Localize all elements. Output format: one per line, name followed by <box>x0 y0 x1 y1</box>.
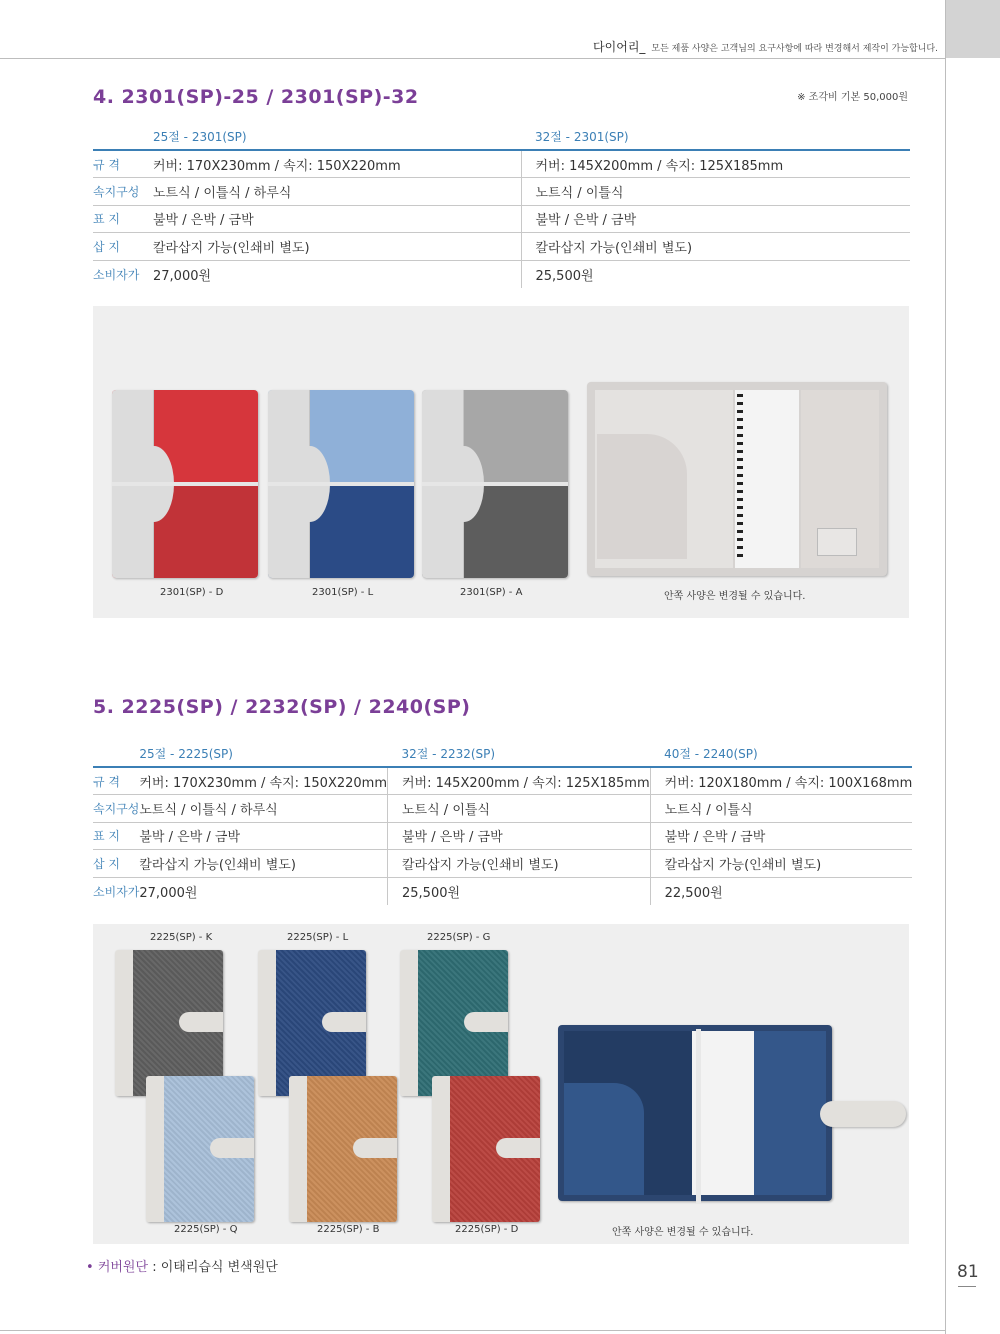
cover-strap <box>179 1012 223 1032</box>
product-diary-2301-d <box>112 390 258 578</box>
table-row <box>93 767 912 795</box>
table-row <box>93 233 910 261</box>
section4-note: ※ 조각비 기본 50,000원 <box>797 92 908 103</box>
table-row <box>93 205 910 233</box>
product-diary-2225-l <box>258 950 366 1096</box>
header-notice: 모든 제품 사양은 고객님의 요구사항에 따라 변경해서 제작이 가능합니다. <box>651 44 938 54</box>
row-label: 삽 지 <box>93 233 153 261</box>
product-caption: 2301(SP) - L <box>312 587 374 598</box>
header-category: 다이어리_ <box>593 40 646 54</box>
table-row <box>93 178 910 206</box>
section5-spec-table <box>93 745 912 905</box>
header-rule <box>0 58 945 59</box>
bookmark-ribbon <box>696 1029 701 1204</box>
header-blank <box>93 128 153 150</box>
table-row <box>93 795 912 823</box>
product-diary-2225-q <box>146 1076 254 1222</box>
cover-strap <box>322 1012 366 1032</box>
section5-title: 5. 2225(SP) / 2232(SP) / 2240(SP) <box>93 696 471 718</box>
table-cell: 노트식 / 이틀식 <box>521 178 910 206</box>
cover-strap <box>353 1138 397 1158</box>
header-blank <box>93 745 139 767</box>
cover-band <box>268 482 414 486</box>
cover-strap <box>464 1012 508 1032</box>
table-cell: 불박 / 은박 / 금박 <box>153 205 521 233</box>
table-cell: 27,000원 <box>139 885 198 901</box>
row-label: 표 지 <box>93 205 153 233</box>
product-caption: 2225(SP) - B <box>317 1224 380 1235</box>
table-cell: 커버: 170X230mm / 속지: 150X220mm <box>139 767 387 795</box>
product-caption: 2225(SP) - K <box>150 932 213 943</box>
table-cell: 25,500원 <box>521 260 910 288</box>
column-header: 25절 - 2225(SP) <box>139 745 387 767</box>
product-caption: 2301(SP) - A <box>460 587 523 598</box>
inside-caption: 안쪽 사양은 변경될 수 있습니다. <box>612 1227 754 1238</box>
product-diary-2301-l <box>268 390 414 578</box>
column-header: 40절 - 2240(SP) <box>650 745 912 767</box>
cover-spine <box>400 950 418 1096</box>
section4-spec-table <box>93 128 910 288</box>
page-number: 81 <box>957 1262 979 1282</box>
table-cell: 불박 / 은박 / 금박 <box>139 822 387 850</box>
table-row <box>93 850 912 878</box>
table-cell: 불박 / 은박 / 금박 <box>650 822 912 850</box>
table-cell: 칼라삽지 가능(인쇄비 별도) <box>650 850 912 878</box>
inner-right-panel <box>754 1031 826 1195</box>
table-cell: 커버: 120X180mm / 속지: 100X168mm <box>650 767 912 795</box>
table-cell: 커버: 145X200mm / 속지: 125X185mm <box>521 150 910 178</box>
product-caption: 2225(SP) - Q <box>174 1224 238 1235</box>
table-row <box>93 260 910 288</box>
footnote <box>86 1256 278 1275</box>
table-cell: 커버: 170X230mm / 속지: 150X220mm <box>153 150 521 178</box>
open-diary-strap <box>820 1101 906 1127</box>
margin-rule <box>945 0 946 1334</box>
cover-spine <box>432 1076 450 1222</box>
product-diary-2225-d <box>432 1076 540 1222</box>
table-cell: 칼라삽지 가능(인쇄비 별도) <box>153 233 521 261</box>
table-cell: 노트식 / 이틀식 / 하루식 <box>139 795 387 823</box>
row-label: 삽 지 <box>93 850 139 878</box>
table-cell: 불박 / 은박 / 금박 <box>388 822 651 850</box>
row-label: 규 격 <box>93 150 153 178</box>
table-cell: 불박 / 은박 / 금박 <box>521 205 910 233</box>
table-cell: 25,500원 <box>388 877 651 905</box>
product-caption: 2301(SP) - D <box>160 587 224 598</box>
product-caption: 2225(SP) - D <box>455 1224 519 1235</box>
column-header: 32절 - 2301(SP) <box>521 128 910 150</box>
bullet-icon: • <box>86 1260 94 1275</box>
table-cell: 커버: 145X200mm / 속지: 125X185mm <box>388 767 651 795</box>
cover-spine <box>115 950 133 1096</box>
cover-band <box>112 482 258 486</box>
table-cell: 노트식 / 이틀식 <box>388 795 651 823</box>
card-slot <box>817 528 857 556</box>
spiral-binding <box>737 394 743 562</box>
table-cell: 칼라삽지 가능(인쇄비 별도) <box>388 850 651 878</box>
cover-strap <box>496 1138 540 1158</box>
row-label: 속지구성 <box>93 795 139 823</box>
row-label: 규 격 <box>93 767 139 795</box>
cover-spine <box>289 1076 307 1222</box>
product-diary-2301-a <box>422 390 568 578</box>
cover-spine <box>146 1076 164 1222</box>
row-label: 표 지 <box>93 822 139 850</box>
corner-tab <box>946 0 1000 58</box>
product-diary-2225-open-inside <box>558 1025 832 1201</box>
footer-rule <box>0 1330 945 1331</box>
column-header: 25절 - 2301(SP) <box>153 128 521 150</box>
product-diary-2225-g <box>400 950 508 1096</box>
inner-pocket <box>597 434 687 559</box>
table-header-row <box>93 745 912 767</box>
footnote-key: 커버원단 <box>97 1260 149 1275</box>
table-header-row <box>93 128 910 150</box>
product-diary-2225-k <box>115 950 223 1096</box>
section4-title: 4. 2301(SP)-25 / 2301(SP)-32 <box>93 86 419 108</box>
cover-spine <box>258 950 276 1096</box>
row-label: 속지구성 <box>93 178 153 206</box>
table-cell: 22,500원 <box>650 877 912 905</box>
product-caption: 2225(SP) - G <box>427 932 491 943</box>
column-header: 32절 - 2232(SP) <box>388 745 651 767</box>
product-diary-2225-b <box>289 1076 397 1222</box>
table-row <box>93 822 912 850</box>
table-cell: 노트식 / 이틀식 <box>650 795 912 823</box>
row-label: 소비자가 <box>93 884 140 899</box>
table-cell: 칼라삽지 가능(인쇄비 별도) <box>139 850 387 878</box>
table-cell: 노트식 / 이틀식 / 하루식 <box>153 178 521 206</box>
inside-caption: 안쪽 사양은 변경될 수 있습니다. <box>664 591 806 602</box>
table-cell: 27,000원 <box>153 268 212 284</box>
table-row <box>93 877 912 905</box>
cover-band <box>422 482 568 486</box>
page-header <box>593 38 938 55</box>
inner-pages <box>692 1031 754 1195</box>
page-number-rule <box>958 1286 976 1287</box>
cover-strap <box>210 1138 254 1158</box>
inner-pages <box>735 390 799 568</box>
table-row <box>93 150 910 178</box>
product-caption: 2225(SP) - L <box>287 932 349 943</box>
footnote-value: : 이태리습식 변색원단 <box>152 1260 278 1275</box>
table-cell: 칼라삽지 가능(인쇄비 별도) <box>521 233 910 261</box>
product-diary-2301-open-inside <box>587 382 887 576</box>
inner-pocket <box>564 1083 644 1195</box>
row-label: 소비자가 <box>93 267 140 282</box>
